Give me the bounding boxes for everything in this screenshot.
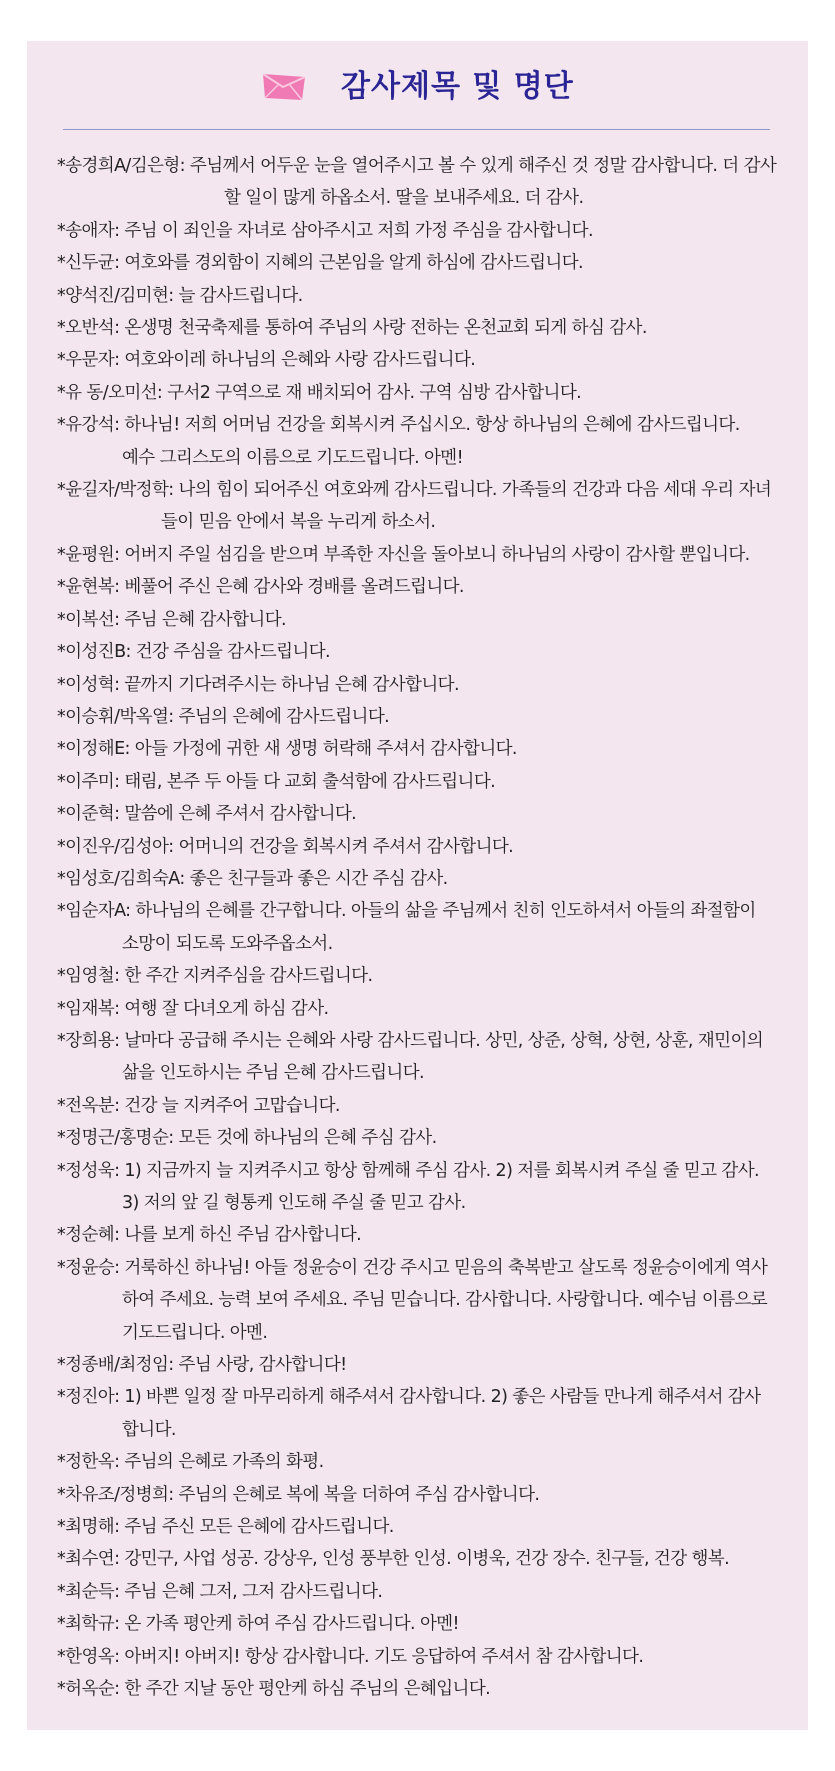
header [27, 67, 808, 127]
list-item [57, 539, 793, 571]
list-item [57, 798, 793, 830]
entry-text: *정진아: 1) 바쁜 일정 잘 마무리하게 해주셔서 감사합니다. 2) 좋은 사람들 만나게 해주셔서 감사 [57, 1387, 761, 1408]
list-item [57, 701, 793, 733]
entry-text: *전옥분: 건강 늘 지켜주어 고맙습니다. [57, 1095, 340, 1116]
entry-text: *최수연: 강민구, 사업 성공. 강상우, 인성 풍부한 인성. 이병욱, 건강 장수. 친구들, 건강 행복. [57, 1549, 730, 1570]
entry-text: *오반석: 온생명 천국축제를 통하여 주님의 사랑 전하는 온천교회 되게 하심 감사. [57, 318, 647, 339]
entry-text: *최명해: 주님 주신 모든 은혜에 감사드립니다. [57, 1517, 394, 1538]
list-item [57, 1576, 793, 1608]
list-item [57, 1122, 793, 1154]
page-title: 감사제목 및 명단 [341, 69, 574, 104]
list-item [57, 733, 793, 765]
list-item [57, 604, 793, 636]
envelope-icon [261, 71, 307, 103]
entry-text: *유강석: 하나님! 저희 어머님 건강을 회복시켜 주십시오. 항상 하나님의 은혜에 감사드립니다. [57, 415, 740, 436]
entry-continuation: 기도드립니다. 아멘. [122, 1322, 268, 1343]
entry-continuation: 들이 믿음 안에서 복을 누리게 하소서. [161, 512, 436, 533]
list-item [57, 474, 793, 539]
entry-text: *윤현복: 베풀어 주신 은혜 감사와 경배를 올려드립니다. [57, 577, 464, 598]
list-item [57, 1446, 793, 1478]
entry-text: *양석진/김미현: 늘 감사드립니다. [57, 285, 303, 306]
list-item [57, 215, 793, 247]
entry-text: *송경희A/김은형: 주님께서 어두운 눈을 열어주시고 볼 수 있게 해주신 것 정말 감사합니다. 더 감사 [57, 156, 777, 176]
list-item [57, 377, 793, 409]
list-item [57, 280, 793, 312]
list-item [57, 766, 793, 798]
entry-text: *이복선: 주님 은혜 감사합니다. [57, 609, 286, 630]
entry-text: *이성진B: 건강 주심을 감사드립니다. [57, 642, 330, 663]
list-item [57, 247, 793, 279]
list-item [57, 1543, 793, 1575]
entry-text: *정종배/최정임: 주님 사랑, 감사합니다! [57, 1355, 347, 1376]
entry-text: *정명근/홍명순: 모든 것에 하나님의 은혜 주심 감사. [57, 1128, 437, 1149]
list-item [57, 1381, 793, 1446]
entry-text: *이정해E: 아들 가정에 귀한 새 생명 허락해 주셔서 감사합니다. [57, 739, 517, 760]
entry-continuation: 예수 그리스도의 이름으로 기도드립니다. 아멘! [122, 447, 464, 468]
list-item [57, 1479, 793, 1511]
entry-text: *임영철: 한 주간 지켜주심을 감사드립니다. [57, 966, 373, 987]
entry-text: *윤평원: 어버지 주일 섬김을 받으며 부족한 자신을 돌아보니 하나님의 사랑이 감사할 뿐입니다. [57, 544, 750, 565]
entry-text: *임순자A: 하나님의 은혜를 간구합니다. 아들의 삶을 주님께서 친히 인도하셔서 아들의 좌절함이 [57, 901, 756, 922]
thanksgiving-panel [27, 41, 808, 1730]
entry-text: *임재복: 여행 잘 다녀오게 하심 감사. [57, 998, 329, 1019]
entry-text: *윤길자/박정학: 나의 힘이 되어주신 여호와께 감사드립니다. 가족들의 건강과 다음 세대 우리 자녀 [57, 480, 772, 501]
list-item [57, 1252, 793, 1349]
entry-text: *최순득: 주님 은혜 그저, 그저 감사드립니다. [57, 1581, 383, 1602]
entry-text: *차유조/정병희: 주님의 은혜로 복에 복을 더하여 주심 감사합니다. [57, 1484, 540, 1505]
list-item [57, 1219, 793, 1251]
entry-continuation: 3) 저의 앞 길 형통케 인도해 주실 줄 믿고 감사. [122, 1193, 466, 1213]
entry-text: *정한옥: 주님의 은혜로 가족의 화평. [57, 1452, 324, 1473]
entry-continuation: 소망이 되도록 도와주옵소서. [122, 933, 333, 954]
entry-text: *우문자: 여호와이레 하나님의 은혜와 사랑 감사드립니다. [57, 350, 476, 371]
list-item [57, 1090, 793, 1122]
list-item [57, 1673, 793, 1705]
thanks-list [57, 150, 793, 1706]
list-item [57, 960, 793, 992]
entry-text: *한영옥: 아버지! 아버지! 항상 감사합니다. 기도 응답하여 주셔서 참 감사합니다. [57, 1646, 644, 1667]
title-divider [63, 129, 770, 130]
list-item [57, 1608, 793, 1640]
entry-text: *장희용: 날마다 공급해 주시는 은혜와 사랑 감사드립니다. 상민, 상준, 상혁, 상현, 상훈, 재민이의 [57, 1030, 764, 1051]
entry-text: *정성욱: 1) 지금까지 늘 지켜주시고 항상 함께해 주심 감사. 2) 저를 회복시켜 주실 줄 믿고 감사. [57, 1160, 760, 1181]
entry-text: *신두균: 여호와를 경외함이 지혜의 근본임을 알게 하심에 감사드립니다. [57, 253, 583, 274]
list-item [57, 150, 793, 215]
list-item [57, 1349, 793, 1381]
list-item [57, 344, 793, 376]
entry-continuation: 합니다. [122, 1419, 176, 1440]
entry-text: *유 동/오미선: 구서2 구역으로 재 배치되어 감사. 구역 심방 감사합니다. [57, 382, 582, 403]
list-item [57, 993, 793, 1025]
list-item [57, 1641, 793, 1673]
list-item [57, 636, 793, 668]
entry-text: *이주미: 태림, 본주 두 아들 다 교회 출석함에 감사드립니다. [57, 771, 496, 792]
list-item [57, 1511, 793, 1543]
list-item [57, 409, 793, 474]
entry-continuation: 삶을 인도하시는 주님 은혜 감사드립니다. [122, 1063, 424, 1084]
list-item [57, 1025, 793, 1090]
entry-text: *이준혁: 말씀에 은혜 주셔서 감사합니다. [57, 804, 357, 825]
list-item [57, 895, 793, 960]
list-item [57, 831, 793, 863]
entry-text: *이승휘/박옥열: 주님의 은혜에 감사드립니다. [57, 706, 390, 727]
list-item [57, 863, 793, 895]
entry-text: *정윤승: 거룩하신 하나님! 아들 정윤승이 건강 주시고 믿음의 축복받고 살도록 정윤승이에게 역사 [57, 1257, 768, 1278]
list-item [57, 312, 793, 344]
entry-text: *임성호/김희숙A: 좋은 친구들과 좋은 시간 주심 감사. [57, 868, 448, 889]
list-item [57, 669, 793, 701]
entry-text: *허옥순: 한 주간 지날 동안 평안케 하심 주님의 은혜입니다. [57, 1679, 491, 1700]
entry-text: *이성혁: 끝까지 기다려주시는 하나님 은혜 감사합니다. [57, 674, 459, 695]
entry-continuation: 할 일이 많게 하옵소서. 딸을 보내주세요. 더 감사. [224, 188, 584, 209]
entry-text: *최학규: 온 가족 평안케 하여 주심 감사드립니다. 아멘! [57, 1614, 459, 1635]
entry-text: *정순혜: 나를 보게 하신 주님 감사합니다. [57, 1225, 362, 1246]
list-item [57, 1155, 793, 1220]
entry-continuation: 하여 주세요. 능력 보여 주세요. 주님 믿습니다. 감사합니다. 사랑합니다. 예수님 이름으로 [122, 1290, 768, 1311]
entry-text: *이진우/김성아: 어머니의 건강을 회복시켜 주셔서 감사합니다. [57, 836, 514, 857]
entry-text: *송애자: 주님 이 죄인을 자녀로 삼아주시고 저희 가정 주심을 감사합니다. [57, 220, 593, 241]
list-item [57, 571, 793, 603]
